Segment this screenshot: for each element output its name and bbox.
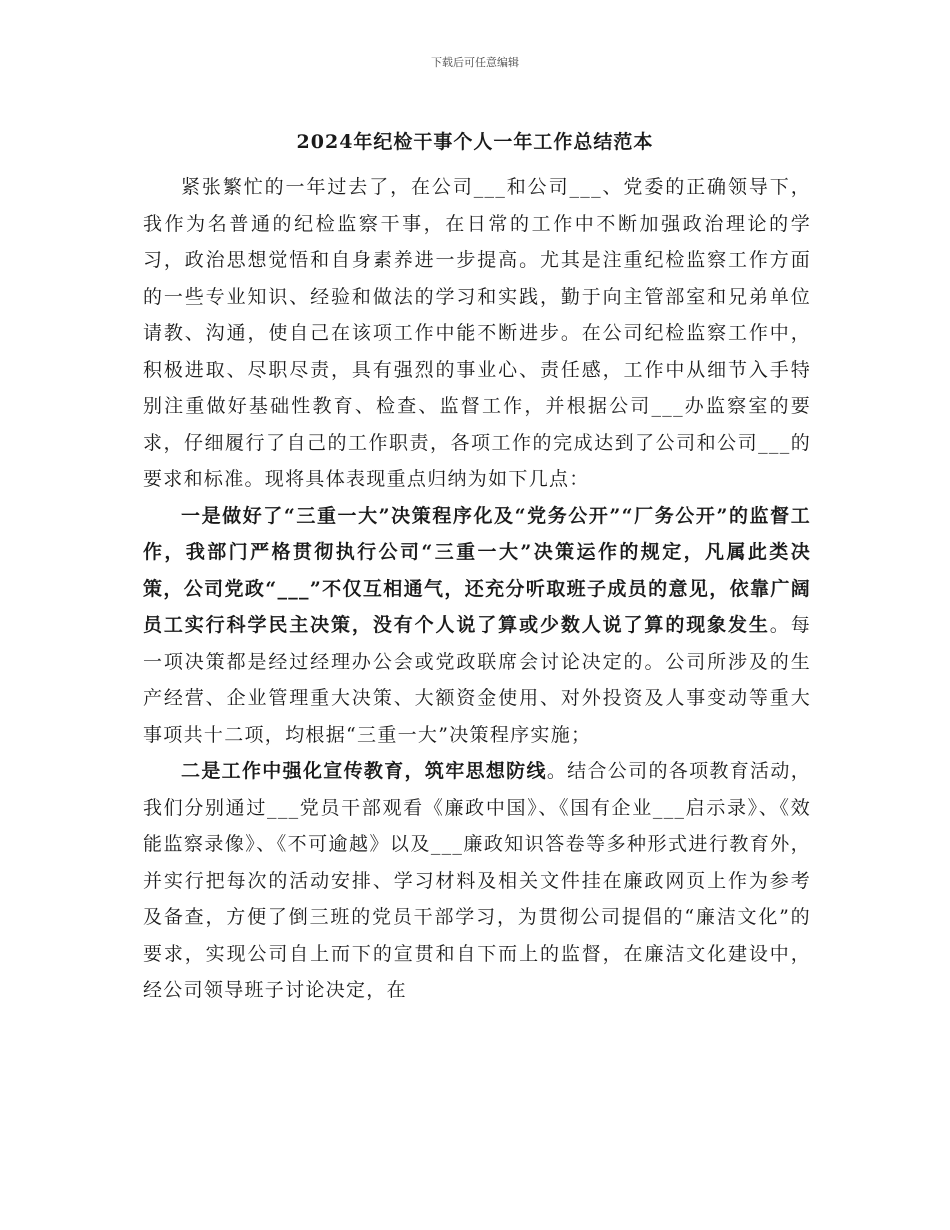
paragraph-point-two xyxy=(143,753,811,1009)
paragraph-lead: 一是做好了“三重一大”决策程序化及“党务公开”“厂务公开”的监督工作，我部门严格贯彻执行公司“三重一大”决策运作的规定，凡属此类决策，公司党政“___”不仅互相通气，还充分听取班子成员的意见，依靠广阔员工实行科学民主决策，没有个人说了算或少数人说了算的现象发生 xyxy=(143,504,811,636)
document-body xyxy=(143,169,811,1009)
paragraph-text: 。结合公司的各项教育活动，我们分别通过___党员干部观看《廉政中国》、《国有企业___启示录》、《效能监察录像》、《不可逾越》以及___廉政知识答卷等多种形式进行教育外，并实行把每次的活动安排、学习材料及相关文件挂在廉政网页上作为参考及备查，方便了倒三班的党员干部学习，为贯彻公司提倡的“廉洁文化”的要求，实现公司自上而下的宣贯和自下而上的监督，在廉洁文化建设中，经公司领导班子讨论决定，在 xyxy=(143,760,812,1001)
paragraph-point-one xyxy=(143,498,811,754)
paragraph-intro xyxy=(143,169,811,498)
paragraph-text: 紧张繁忙的一年过去了，在公司___和公司___、党委的正确领导下，我作为名普通的纪检监察干事，在日常的工作中不断加强政治理论的学习，政治思想觉悟和自身素养进一步提高。尤其是注重纪检监察工作方面的一些专业知识、经验和做法的学习和实践，勤于向主管部室和兄弟单位请教、沟通，使自己在该项工作中能不断进步。在公司纪检监察工作中，积极进取、尽职尽责，具有强烈的事业心、责任感，工作中从细节入手特别注重做好基础性教育、检查、监督工作，并根据公司___办监察室的要求，仔细履行了自己的工作职责，各项工作的完成达到了公司和公司___的要求和标准。现将具体表现重点归纳为如下几点： xyxy=(143,176,811,490)
paragraph-text: 。每一项决策都是经过经理办公会或党政联席会讨论决定的。公司所涉及的生产经营、企业管理重大决策、大额资金使用、对外投资及人事变动等重大事项共十二项，均根据“三重一大”决策程序实施； xyxy=(143,614,811,746)
paragraph-lead: 二是工作中强化宣传教育，筑牢思想防线 xyxy=(181,760,547,782)
document-title: 2024年纪检干事个人一年工作总结范本 xyxy=(296,131,654,153)
page-header-note: 下载后可任意编辑 xyxy=(431,56,519,69)
